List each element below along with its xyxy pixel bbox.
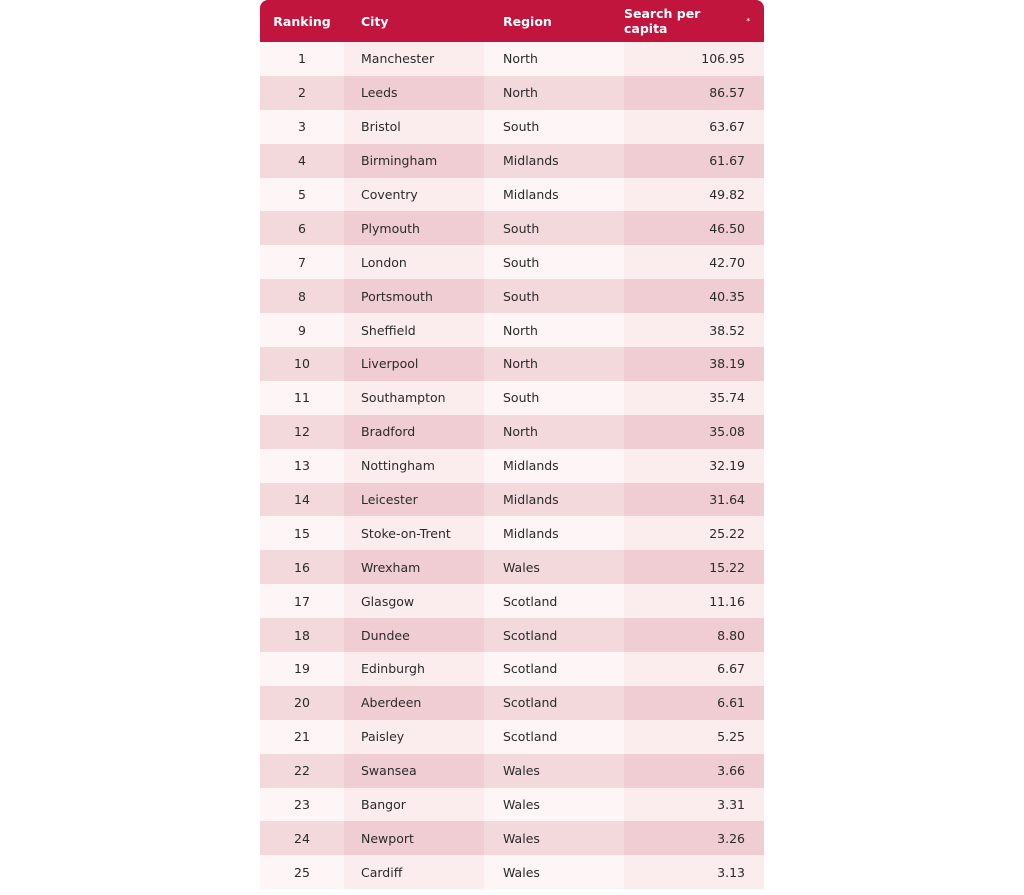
city-cell: Coventry bbox=[344, 178, 484, 212]
city-cell: Newport bbox=[344, 821, 484, 855]
header-ranking: Ranking bbox=[273, 13, 331, 29]
region-cell: Scotland bbox=[503, 593, 558, 609]
rank-cell: 18 bbox=[294, 627, 310, 643]
rank-cell: 15 bbox=[294, 525, 310, 541]
table-row bbox=[260, 245, 764, 279]
rank-cell: 17 bbox=[294, 593, 310, 609]
table-row bbox=[260, 144, 764, 178]
rank-cell: 3 bbox=[298, 119, 306, 135]
rank-cell: 11 bbox=[294, 390, 310, 406]
search-value-cell: 6.67 bbox=[624, 652, 764, 686]
header-search-label: Search per capita bbox=[624, 6, 701, 36]
city-cell: Bradford bbox=[344, 415, 484, 449]
rank-cell: 14 bbox=[294, 492, 310, 508]
rank-cell: 19 bbox=[294, 661, 310, 677]
rank-cell: 10 bbox=[294, 356, 310, 372]
city-cell: Nottingham bbox=[344, 449, 484, 483]
table-row bbox=[260, 110, 764, 144]
ranking-table bbox=[260, 0, 764, 889]
region-cell: Midlands bbox=[503, 525, 559, 541]
city-cell: Cardiff bbox=[344, 855, 484, 889]
city-cell: Bristol bbox=[344, 110, 484, 144]
table-row bbox=[260, 652, 764, 686]
table-row bbox=[260, 855, 764, 889]
search-value-cell: 63.67 bbox=[624, 110, 764, 144]
city-cell: Aberdeen bbox=[344, 686, 484, 720]
search-value-cell: 38.19 bbox=[624, 347, 764, 381]
search-value-cell: 46.50 bbox=[624, 211, 764, 245]
header-city: City bbox=[361, 13, 389, 29]
table-row bbox=[260, 211, 764, 245]
region-cell: Midlands bbox=[503, 492, 559, 508]
header-region: Region bbox=[503, 13, 552, 29]
rank-cell: 25 bbox=[294, 864, 310, 880]
table-row bbox=[260, 686, 764, 720]
search-value-cell: 3.31 bbox=[624, 788, 764, 822]
city-cell: Swansea bbox=[344, 754, 484, 788]
region-cell: South bbox=[503, 288, 540, 304]
search-value-cell: 11.16 bbox=[624, 584, 764, 618]
city-cell: Portsmouth bbox=[344, 279, 484, 313]
rank-cell: 21 bbox=[294, 729, 310, 745]
rank-cell: 23 bbox=[294, 797, 310, 813]
search-value-cell: 8.80 bbox=[624, 618, 764, 652]
table-row bbox=[260, 483, 764, 517]
rank-cell: 2 bbox=[298, 85, 306, 101]
table-row bbox=[260, 821, 764, 855]
search-value-cell: 3.66 bbox=[624, 754, 764, 788]
rank-cell: 13 bbox=[294, 458, 310, 474]
region-cell: North bbox=[503, 85, 538, 101]
rank-cell: 5 bbox=[298, 187, 306, 202]
header-search-per-capita bbox=[624, 0, 764, 42]
search-value-cell: 32.19 bbox=[624, 449, 764, 483]
region-cell: South bbox=[503, 254, 540, 270]
search-value-cell: 42.70 bbox=[624, 245, 764, 279]
search-value-cell: 38.52 bbox=[624, 313, 764, 347]
rank-cell: 9 bbox=[298, 322, 306, 338]
region-cell: Scotland bbox=[503, 661, 558, 677]
region-cell: South bbox=[503, 220, 540, 236]
region-cell: South bbox=[503, 119, 540, 135]
city-cell: Dundee bbox=[344, 618, 484, 652]
region-cell: Wales bbox=[503, 763, 540, 779]
region-cell: Scotland bbox=[503, 695, 558, 711]
search-value-cell: 61.67 bbox=[624, 144, 764, 178]
table-row bbox=[260, 618, 764, 652]
table-row bbox=[260, 788, 764, 822]
region-cell: Scotland bbox=[503, 627, 558, 643]
table-row bbox=[260, 720, 764, 754]
search-value-cell: 6.61 bbox=[624, 686, 764, 720]
city-cell: Sheffield bbox=[344, 313, 484, 347]
search-value-cell: 25.22 bbox=[624, 516, 764, 550]
city-cell: Manchester bbox=[344, 42, 484, 76]
region-cell: Wales bbox=[503, 830, 540, 846]
search-value-cell: 35.08 bbox=[624, 415, 764, 449]
city-cell: Stoke-on-Trent bbox=[344, 516, 484, 550]
table-row bbox=[260, 550, 764, 584]
region-cell: North bbox=[503, 51, 538, 67]
search-value-cell: 35.74 bbox=[624, 381, 764, 415]
city-cell: Glasgow bbox=[344, 584, 484, 618]
table-row bbox=[260, 449, 764, 483]
region-cell: Midlands bbox=[503, 153, 559, 169]
region-cell: Midlands bbox=[503, 458, 559, 474]
table-row bbox=[260, 313, 764, 347]
rank-cell: 12 bbox=[294, 424, 310, 440]
city-cell: Bangor bbox=[344, 788, 484, 822]
region-cell: North bbox=[503, 322, 538, 338]
rank-cell: 1 bbox=[298, 51, 306, 67]
region-cell: Wales bbox=[503, 559, 540, 575]
search-value-cell: 5.25 bbox=[624, 720, 764, 754]
table-row bbox=[260, 754, 764, 788]
region-cell: Scotland bbox=[503, 729, 558, 745]
city-cell: London bbox=[344, 245, 484, 279]
table-row bbox=[260, 584, 764, 618]
search-value-cell: 86.57 bbox=[624, 76, 764, 110]
city-cell: Wrexham bbox=[344, 550, 484, 584]
rank-cell: 6 bbox=[298, 220, 306, 236]
footnote-mark: * bbox=[746, 17, 750, 25]
search-value-cell: 3.13 bbox=[624, 855, 764, 889]
search-value-cell: 106.95 bbox=[624, 42, 764, 76]
city-cell: Liverpool bbox=[344, 347, 484, 381]
rank-cell: 22 bbox=[294, 763, 310, 779]
rank-cell: 4 bbox=[298, 153, 306, 169]
rank-cell: 20 bbox=[294, 695, 310, 711]
table-row bbox=[260, 76, 764, 110]
rank-cell: 8 bbox=[298, 288, 306, 304]
region-cell: North bbox=[503, 424, 538, 440]
city-cell: Birmingham bbox=[344, 144, 484, 178]
table-row bbox=[260, 381, 764, 415]
table-row bbox=[260, 279, 764, 313]
table-body bbox=[260, 42, 764, 889]
city-cell: Leeds bbox=[344, 76, 484, 110]
city-cell: Edinburgh bbox=[344, 652, 484, 686]
region-cell: North bbox=[503, 356, 538, 372]
rank-cell: 16 bbox=[294, 559, 310, 575]
table-row bbox=[260, 42, 764, 76]
city-cell: Leicester bbox=[344, 483, 484, 517]
search-value-cell: 31.64 bbox=[624, 483, 764, 517]
region-cell: Wales bbox=[503, 797, 540, 813]
region-cell: Midlands bbox=[503, 187, 559, 202]
search-value-cell: 3.26 bbox=[624, 821, 764, 855]
city-cell: Paisley bbox=[344, 720, 484, 754]
search-value-cell: 15.22 bbox=[624, 550, 764, 584]
search-value-cell: 40.35 bbox=[624, 279, 764, 313]
table-row bbox=[260, 347, 764, 381]
search-value-cell: 49.82 bbox=[624, 178, 764, 212]
table-row bbox=[260, 178, 764, 212]
city-cell: Plymouth bbox=[344, 211, 484, 245]
rank-cell: 24 bbox=[294, 830, 310, 846]
table-row bbox=[260, 516, 764, 550]
region-cell: Wales bbox=[503, 864, 540, 880]
city-cell: Southampton bbox=[344, 381, 484, 415]
table-header bbox=[260, 0, 764, 42]
region-cell: South bbox=[503, 390, 540, 406]
table-row bbox=[260, 415, 764, 449]
rank-cell: 7 bbox=[298, 254, 306, 270]
